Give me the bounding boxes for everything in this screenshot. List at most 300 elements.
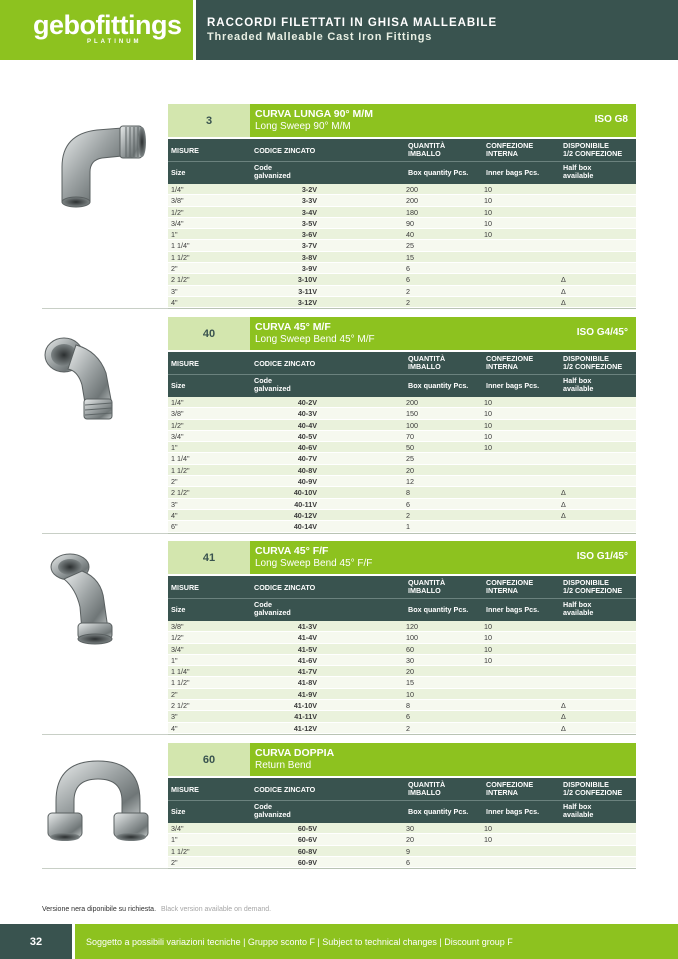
cell-half-box [559, 857, 636, 867]
table-row [168, 823, 636, 834]
cell-code: 40-11V [294, 499, 317, 509]
cell-box-quantity: 30 [406, 655, 414, 665]
cell-half-box [559, 229, 636, 239]
col-half-it-1: DISPONIBILE [563, 354, 609, 363]
col-code-en-2: galvanized [254, 608, 291, 617]
cell-box-quantity: 15 [406, 252, 414, 262]
cell-size: 3/4" [171, 644, 184, 654]
table-row [168, 711, 636, 722]
product-title-row [168, 541, 636, 574]
cell-size: 1/4" [171, 185, 184, 194]
col-bag-it-1: CONFEZIONE [486, 780, 534, 789]
page-number: 32 [0, 924, 72, 959]
cell-inner-bags [482, 240, 559, 250]
table-row [168, 846, 636, 857]
iso-standard: ISO G1/45° [576, 551, 628, 562]
cell-inner-bags: 10 [484, 633, 492, 643]
cell-box-quantity: 2 [406, 286, 410, 296]
long-sweep-90-fitting-image [42, 112, 168, 212]
cell-size: 4" [171, 510, 178, 520]
col-bag-it-1: CONFEZIONE [486, 141, 534, 150]
col-code-en-1: Code [254, 802, 272, 811]
table-row [168, 510, 636, 521]
col-qty-it-2: IMBALLO [408, 586, 441, 595]
cell-box-quantity: 2 [406, 510, 410, 520]
col-size-en: Size [171, 168, 186, 177]
cell-inner-bags: 10 [484, 835, 492, 845]
cell-half-box [559, 397, 636, 407]
col-bag-en: Inner bags Pcs. [486, 168, 540, 177]
cell-inner-bags [482, 510, 559, 520]
col-qty-en: Box quantity Pcs. [408, 168, 469, 177]
cell-half-box [559, 521, 636, 531]
cell-code: 3-4V [301, 207, 317, 217]
cell-size: 2 1/2" [171, 275, 190, 285]
return-bend-fitting-image [42, 751, 168, 851]
cell-size: 1 1/2" [171, 252, 190, 262]
cell-inner-bags [482, 723, 559, 733]
col-half-en-1: Half box [563, 802, 592, 811]
col-code-en-1: Code [254, 376, 272, 385]
block-separator [42, 533, 168, 534]
table-row [168, 453, 636, 464]
cell-size: 3/4" [171, 218, 184, 228]
cell-code: 41-7V [297, 667, 317, 677]
cell-code: 41-5V [297, 644, 317, 654]
cell-size: 1/2" [171, 633, 184, 643]
table-row [168, 723, 636, 734]
cell-inner-bags [482, 453, 559, 463]
table-row [168, 621, 636, 632]
cell-code: 3-7V [301, 241, 317, 251]
cell-size: 1 1/4" [171, 241, 190, 251]
availability-note [42, 906, 271, 913]
table-row [168, 240, 636, 251]
table-bottom-rule [168, 308, 636, 309]
cell-size: 3/8" [171, 196, 184, 206]
cell-box-quantity: 25 [406, 454, 414, 464]
cell-inner-bags: 10 [484, 824, 492, 833]
logo [0, 0, 193, 60]
cell-box-quantity: 30 [406, 824, 414, 833]
cell-box-quantity: 200 [406, 398, 418, 407]
cell-box-quantity: 60 [406, 644, 414, 654]
cell-size: 2" [171, 264, 178, 274]
cell-size: 1 1/2" [171, 846, 190, 856]
col-qty-en: Box quantity Pcs. [408, 381, 469, 390]
cell-code: 3-6V [301, 230, 317, 240]
cell-inner-bags [482, 476, 559, 486]
table-row [168, 274, 636, 285]
cell-half-box: Δ [561, 712, 566, 722]
cell-box-quantity: 6 [406, 857, 410, 867]
cell-box-quantity: 50 [406, 443, 414, 453]
cell-size: 3/4" [171, 431, 184, 441]
cell-code: 3-5V [301, 218, 317, 228]
table-row [168, 700, 636, 711]
cell-box-quantity: 6 [406, 712, 410, 722]
col-half-it-2: 1/2 CONFEZIONE [563, 586, 623, 595]
cell-code: 3-3V [301, 196, 317, 206]
cell-size: 1/4" [171, 398, 184, 407]
cell-inner-bags [482, 263, 559, 273]
cell-code: 60-8V [297, 846, 317, 856]
cell-inner-bags [482, 286, 559, 296]
cell-half-box: Δ [561, 701, 566, 711]
col-half-en-1: Half box [563, 376, 592, 385]
cell-half-box [559, 207, 636, 217]
cell-size: 4" [171, 297, 178, 307]
cell-size: 1" [171, 655, 178, 665]
cell-half-box [559, 431, 636, 441]
col-bag-en: Inner bags Pcs. [486, 605, 540, 614]
cell-code: 40-14V [293, 522, 317, 532]
cell-half-box [559, 263, 636, 273]
col-half-en-2: available [563, 810, 594, 819]
cell-half-box: Δ [561, 286, 566, 296]
cell-box-quantity: 180 [406, 207, 418, 217]
col-bag-it-2: INTERNA [486, 149, 518, 158]
product-name-english: Long Sweep Bend 45° F/F [255, 558, 373, 569]
cell-code: 3-8V [301, 252, 317, 262]
col-size-it: MISURE [171, 359, 199, 368]
cell-size: 1 1/2" [171, 465, 190, 475]
cell-box-quantity: 200 [406, 196, 418, 206]
cell-half-box [559, 240, 636, 250]
cell-box-quantity: 200 [406, 185, 418, 194]
cell-box-quantity: 120 [406, 622, 418, 631]
block-separator [42, 308, 168, 309]
header-divider-line [168, 598, 636, 599]
cell-code: 41-3V [297, 622, 317, 631]
table-bottom-rule [168, 868, 636, 869]
cell-half-box [559, 218, 636, 228]
page-header [0, 0, 678, 60]
table-bottom-rule [168, 533, 636, 534]
cell-box-quantity: 8 [406, 701, 410, 711]
col-qty-en: Box quantity Pcs. [408, 605, 469, 614]
cell-code: 41-8V [297, 678, 317, 688]
cell-inner-bags: 10 [484, 655, 492, 665]
cell-box-quantity: 20 [406, 667, 414, 677]
cell-half-box: Δ [561, 275, 566, 285]
cell-code: 40-8V [297, 465, 317, 475]
cell-inner-bags: 10 [484, 622, 492, 631]
cell-code: 3-9V [301, 264, 317, 274]
cell-half-box [559, 252, 636, 262]
col-size-it: MISURE [171, 146, 199, 155]
col-half-en-1: Half box [563, 163, 592, 172]
col-code-it: CODICE ZINCATO [254, 785, 316, 794]
col-half-it-2: 1/2 CONFEZIONE [563, 788, 623, 797]
cell-inner-bags: 10 [484, 230, 492, 240]
cell-inner-bags [482, 499, 559, 509]
cell-code: 40-4V [297, 420, 317, 430]
cell-size: 4" [171, 723, 178, 733]
col-code-en-2: galvanized [254, 384, 291, 393]
cell-half-box [559, 476, 636, 486]
cell-box-quantity: 10 [406, 689, 414, 699]
block-separator [42, 868, 168, 869]
cell-half-box [559, 666, 636, 676]
cell-half-box [559, 632, 636, 642]
col-qty-it-2: IMBALLO [408, 362, 441, 371]
table-row [168, 521, 636, 532]
table-row [168, 218, 636, 229]
table-row [168, 229, 636, 240]
col-qty-it-2: IMBALLO [408, 788, 441, 797]
cell-box-quantity: 12 [406, 477, 414, 487]
iso-standard: ISO G4/45° [576, 327, 628, 338]
cell-size: 6" [171, 522, 178, 532]
col-qty-it-1: QUANTITÀ [408, 354, 446, 363]
table-row [168, 689, 636, 700]
cell-half-box [559, 621, 636, 631]
cell-half-box [559, 465, 636, 475]
cell-size: 3/4" [171, 824, 184, 833]
cell-box-quantity: 40 [406, 230, 414, 240]
cell-inner-bags: 10 [484, 196, 492, 206]
cell-size: 1" [171, 230, 178, 240]
product-code: 40 [168, 317, 250, 350]
cell-inner-bags: 10 [484, 443, 492, 453]
col-half-it-2: 1/2 CONFEZIONE [563, 362, 623, 371]
cell-half-box: Δ [561, 723, 566, 733]
cell-code: 41-10V [293, 701, 317, 711]
product-table [168, 541, 636, 735]
cell-inner-bags [482, 297, 559, 307]
cell-half-box [559, 655, 636, 665]
table-row [168, 644, 636, 655]
col-code-en-2: galvanized [254, 810, 291, 819]
cell-size: 2" [171, 857, 178, 867]
cell-code: 3-12V [297, 297, 317, 307]
table-bottom-rule [168, 734, 636, 735]
product-name-italian: CURVA DOPPIA [255, 747, 335, 759]
cell-code: 41-12V [293, 723, 317, 733]
cell-size: 3/8" [171, 409, 184, 419]
cell-box-quantity: 1 [406, 522, 410, 532]
iso-standard: ISO G8 [594, 114, 628, 125]
product-name-english: Long Sweep 90° M/M [255, 121, 351, 132]
cell-half-box [559, 453, 636, 463]
cell-inner-bags [482, 487, 559, 497]
cell-box-quantity: 15 [406, 678, 414, 688]
cell-size: 3" [171, 712, 178, 722]
col-code-en-2: galvanized [254, 171, 291, 180]
cell-half-box [559, 677, 636, 687]
cell-size: 3" [171, 286, 178, 296]
cell-size: 1/2" [171, 420, 184, 430]
cell-inner-bags [482, 857, 559, 867]
cell-code: 40-7V [297, 454, 317, 464]
table-row [168, 431, 636, 442]
note-italian: Versione nera diponibile su richiesta. [42, 906, 157, 913]
cell-code: 3-11V [298, 286, 317, 296]
table-row [168, 632, 636, 643]
cell-inner-bags: 10 [484, 398, 492, 407]
table-row [168, 487, 636, 498]
col-code-en-1: Code [254, 600, 272, 609]
table-row [168, 420, 636, 431]
cell-code: 60-5V [297, 824, 317, 833]
table-header [168, 576, 636, 621]
logo-subtitle: PLATINUM [87, 39, 142, 45]
table-row [168, 834, 636, 845]
table-row [168, 195, 636, 206]
cell-code: 41-11V [294, 712, 317, 722]
cell-size: 1 1/2" [171, 678, 190, 688]
cell-inner-bags: 10 [484, 420, 492, 430]
col-code-it: CODICE ZINCATO [254, 583, 316, 592]
col-size-en: Size [171, 381, 186, 390]
table-row [168, 184, 636, 195]
product-name-english: Return Bend [255, 760, 312, 771]
cell-box-quantity: 2 [406, 297, 410, 307]
table-row [168, 297, 636, 308]
product-table [168, 317, 636, 534]
cell-half-box: Δ [561, 510, 566, 520]
table-row [168, 857, 636, 868]
cell-size: 1" [171, 835, 178, 845]
col-half-en-2: available [563, 171, 594, 180]
cell-half-box: Δ [561, 499, 566, 509]
col-half-it-1: DISPONIBILE [563, 578, 609, 587]
cell-box-quantity: 6 [406, 275, 410, 285]
product-name-italian: CURVA 45° M/F [255, 321, 331, 333]
col-size-it: MISURE [171, 583, 199, 592]
table-row [168, 499, 636, 510]
cell-size: 1 1/4" [171, 667, 190, 677]
cell-inner-bags: 10 [484, 185, 492, 194]
bend-45-mf-fitting-image [42, 325, 168, 425]
cell-box-quantity: 6 [406, 264, 410, 274]
cell-size: 2" [171, 477, 178, 487]
cell-code: 60-9V [297, 857, 317, 867]
cell-code: 40-12V [293, 510, 317, 520]
header-divider-line [168, 161, 636, 162]
product-name-italian: CURVA 45° F/F [255, 545, 329, 557]
cell-box-quantity: 6 [406, 499, 410, 509]
cell-inner-bags: 10 [484, 218, 492, 228]
table-row [168, 666, 636, 677]
cell-box-quantity: 8 [406, 488, 410, 498]
cell-code: 41-6V [297, 655, 317, 665]
table-row [168, 476, 636, 487]
cell-half-box: Δ [561, 488, 566, 498]
cell-box-quantity: 9 [406, 846, 410, 856]
table-row [168, 408, 636, 419]
col-half-en-1: Half box [563, 600, 592, 609]
cell-half-box: Δ [561, 297, 566, 307]
col-bag-it-1: CONFEZIONE [486, 354, 534, 363]
product-title-row [168, 104, 636, 137]
product-title-row [168, 317, 636, 350]
col-size-en: Size [171, 605, 186, 614]
cell-half-box [559, 184, 636, 194]
cell-box-quantity: 90 [406, 218, 414, 228]
cell-inner-bags [482, 465, 559, 475]
cell-box-quantity: 20 [406, 835, 414, 845]
cell-inner-bags [482, 521, 559, 531]
cell-size: 2" [171, 689, 178, 699]
cell-box-quantity: 2 [406, 723, 410, 733]
cell-half-box [559, 420, 636, 430]
cell-inner-bags [482, 846, 559, 856]
note-english: Black version available on demand. [160, 906, 272, 913]
cell-code: 40-6V [297, 443, 317, 453]
product-name-cell [250, 104, 636, 137]
product-table [168, 743, 636, 869]
product-name-italian: CURVA LUNGA 90° M/M [255, 108, 373, 120]
col-bag-en: Inner bags Pcs. [486, 381, 540, 390]
cell-inner-bags [482, 711, 559, 721]
cell-code: 40-3V [297, 409, 317, 419]
product-name-cell [250, 541, 636, 574]
col-qty-it-1: QUANTITÀ [408, 780, 446, 789]
cell-inner-bags [482, 677, 559, 687]
cell-half-box [559, 689, 636, 699]
cell-half-box [559, 834, 636, 844]
cell-box-quantity: 20 [406, 465, 414, 475]
cell-half-box [559, 442, 636, 452]
cell-inner-bags [482, 666, 559, 676]
table-row [168, 263, 636, 274]
page-title-english: Threaded Malleable Cast Iron Fittings [207, 31, 433, 43]
col-bag-it-2: INTERNA [486, 586, 518, 595]
cell-size: 3" [171, 499, 178, 509]
cell-half-box [559, 195, 636, 205]
col-qty-it-2: IMBALLO [408, 149, 441, 158]
cell-code: 40-2V [297, 398, 317, 407]
col-half-it-2: 1/2 CONFEZIONE [563, 149, 623, 158]
cell-code: 40-10V [293, 488, 317, 498]
block-separator [42, 734, 168, 735]
page-title-italian: RACCORDI FILETTATI IN GHISA MALLEABILE [207, 17, 498, 29]
cell-code: 41-4V [297, 633, 317, 643]
table-row [168, 655, 636, 666]
col-size-it: MISURE [171, 785, 199, 794]
cell-inner-bags [482, 252, 559, 262]
col-bag-it-2: INTERNA [486, 362, 518, 371]
cell-half-box [559, 823, 636, 833]
col-code-it: CODICE ZINCATO [254, 359, 316, 368]
table-row [168, 677, 636, 688]
cell-box-quantity: 70 [406, 431, 414, 441]
col-code-it: CODICE ZINCATO [254, 146, 316, 155]
product-code: 60 [168, 743, 250, 776]
table-header [168, 778, 636, 823]
product-name-cell [250, 317, 636, 350]
cell-half-box [559, 846, 636, 856]
cell-inner-bags: 10 [484, 431, 492, 441]
col-half-en-2: available [563, 608, 594, 617]
table-header [168, 352, 636, 397]
col-qty-en: Box quantity Pcs. [408, 807, 469, 816]
header-divider-line [168, 800, 636, 801]
product-title-row [168, 743, 636, 776]
cell-inner-bags [482, 689, 559, 699]
cell-box-quantity: 100 [406, 420, 418, 430]
col-half-en-2: available [563, 384, 594, 393]
cell-half-box [559, 408, 636, 418]
col-qty-it-1: QUANTITÀ [408, 141, 446, 150]
table-row [168, 286, 636, 297]
cell-box-quantity: 100 [406, 633, 418, 643]
cell-inner-bags: 10 [484, 207, 492, 217]
table-row [168, 252, 636, 263]
col-code-en-1: Code [254, 163, 272, 172]
